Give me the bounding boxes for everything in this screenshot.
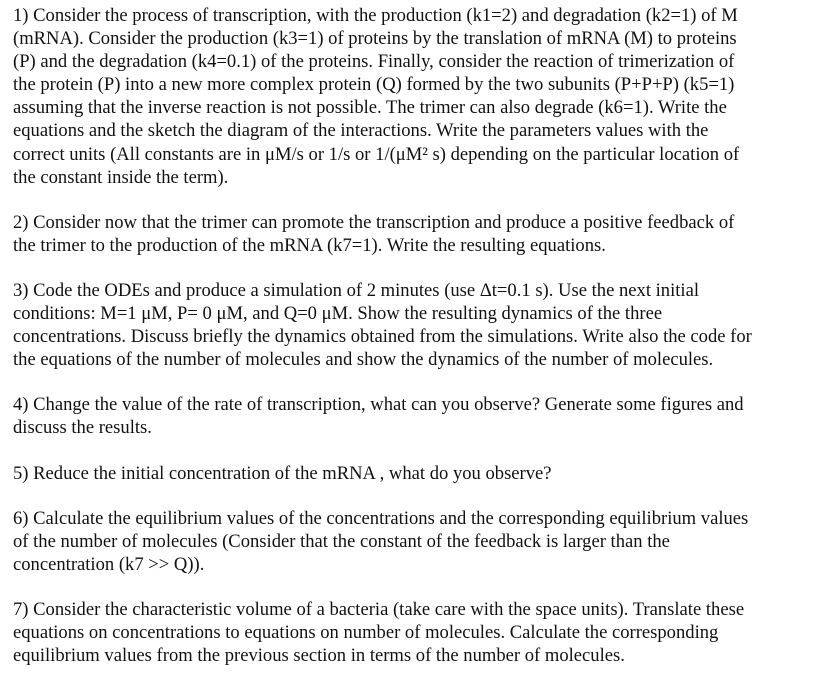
question-line: assuming that the inverse reaction is not possible. The trimer can also degrade (k6=1). Write the — [13, 97, 727, 119]
question-3 — [13, 279, 825, 371]
question-line: discuss the results. — [13, 417, 152, 439]
question-line: 5) Reduce the initial concentration of the mRNA , what do you observe? — [13, 462, 552, 484]
question-line: (P) and the degradation (k4=0.1) of the proteins. Finally, consider the reaction of trimerization of — [13, 51, 735, 73]
question-line: the protein (P) into a new more complex protein (Q) formed by the two subunits (P+P+P) (k5=1) — [13, 74, 735, 96]
question-2 — [13, 211, 825, 257]
question-line: equations on concentrations to equations on number of molecules. Calculate the corresponding — [13, 621, 719, 643]
question-line: conditions: M=1 μM, P= 0 μM, and Q=0 μM. Show the resulting dynamics of the three — [13, 303, 663, 325]
question-line: the trimer to the production of the mRNA (k7=1). Write the resulting equations. — [13, 234, 606, 256]
question-1 — [13, 4, 825, 189]
question-line: correct units (All constants are in μM/s or 1/s or 1/(μM² s) depending on the particular location of — [13, 143, 740, 165]
question-4 — [13, 393, 825, 439]
question-line: the constant inside the term). — [13, 166, 229, 188]
question-line: 4) Change the value of the rate of transcription, what can you observe? Generate some figures and — [13, 394, 744, 416]
question-line: 6) Calculate the equilibrium values of the concentrations and the corresponding equilibrium values — [13, 507, 749, 529]
question-line: the equations of the number of molecules and show the dynamics of the number of molecules. — [13, 349, 714, 371]
question-line: equilibrium values from the previous section in terms of the number of molecules. — [13, 645, 625, 667]
question-5 — [13, 462, 825, 485]
document — [13, 4, 825, 667]
question-line: equations and the sketch the diagram of the interactions. Write the parameters values with the — [13, 120, 709, 142]
question-line: of the number of molecules (Consider that the constant of the feedback is larger than the — [13, 530, 670, 552]
question-line: 2) Consider now that the trimer can promote the transcription and produce a positive feedback of — [13, 211, 735, 233]
question-line: 1) Consider the process of transcription, with the production (k1=2) and degradation (k2=1) of M — [13, 5, 738, 26]
question-line: 3) Code the ODEs and produce a simulation of 2 minutes (use Δt=0.1 s). Use the next initial — [13, 279, 700, 301]
question-6 — [13, 507, 825, 576]
question-7 — [13, 598, 825, 667]
question-line: (mRNA). Consider the production (k3=1) of proteins by the translation of mRNA (M) to proteins — [13, 28, 737, 50]
question-line: 7) Consider the characteristic volume of a bacteria (take care with the space units). Translate these — [13, 598, 745, 620]
question-line: concentration (k7 >> Q)). — [13, 553, 205, 575]
question-line: concentrations. Discuss briefly the dynamics obtained from the simulations. Write also the code for — [13, 326, 752, 348]
